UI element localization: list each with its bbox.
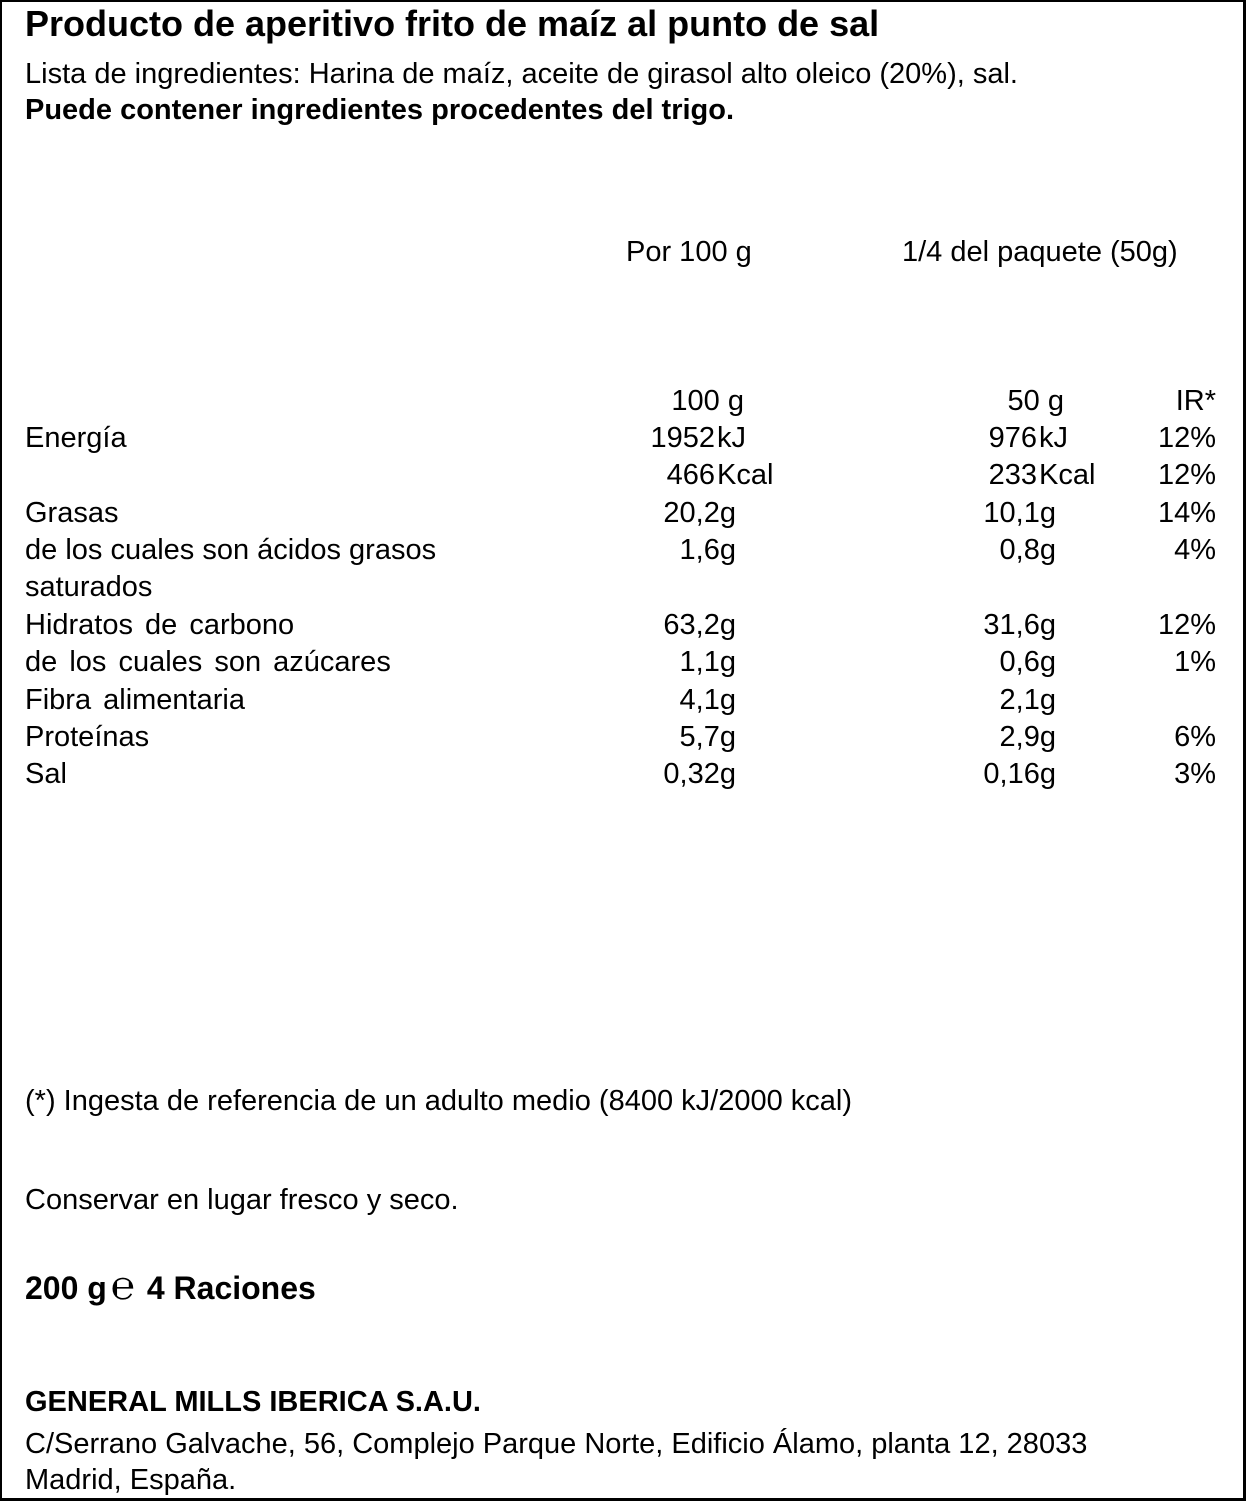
salt-per100: 0,32g — [663, 758, 736, 790]
salt-ir: 3% — [1174, 758, 1216, 790]
ingredients-list: Lista de ingredientes: Harina de maíz, aceite de girasol alto oleico (20%), sal. — [25, 58, 1018, 90]
allergen-warning: Puede contener ingredientes procedentes del trigo. — [25, 94, 735, 126]
row-label-salt: Sal — [25, 758, 67, 790]
saturated-per100: 1,6g — [679, 534, 736, 566]
product-title: Producto de aperitivo frito de maíz al punto de sal — [25, 3, 880, 44]
subheader-per100: 100 g — [671, 385, 744, 417]
sugars-per100: 1,1g — [679, 646, 736, 678]
address-line-1: C/Serrano Galvache, 56, Complejo Parque Norte, Edificio Álamo, planta 12, 28033 — [25, 1428, 1088, 1460]
fat-portion: 10,1g — [983, 497, 1056, 529]
energy-kj-portion-unit: kJ — [1039, 422, 1068, 454]
row-label-sugars: de los cuales son azúcares — [25, 646, 391, 678]
energy-kcal-per100: 466 — [666, 459, 715, 491]
saturated-portion: 0,8g — [999, 534, 1056, 566]
saturated-ir: 4% — [1174, 534, 1216, 566]
storage-instructions: Conservar en lugar fresco y seco. — [25, 1184, 459, 1216]
fat-per100: 20,2g — [663, 497, 736, 529]
salt-portion: 0,16g — [983, 758, 1056, 790]
energy-kj-ir: 12% — [1157, 422, 1216, 454]
row-label-saturated: de los cuales son ácidos grasos — [25, 534, 437, 566]
protein-portion: 2,9g — [999, 721, 1056, 753]
sugars-ir: 1% — [1174, 646, 1216, 678]
fiber-portion: 2,1g — [999, 684, 1056, 716]
company-name: GENERAL MILLS IBERICA S.A.U. — [25, 1386, 481, 1418]
protein-per100: 5,7g — [679, 721, 736, 753]
row-label-energy: Energía — [25, 422, 127, 454]
estimated-sign-icon: ℮ — [110, 1264, 135, 1308]
energy-kcal-ir: 12% — [1157, 459, 1216, 491]
reference-intake-note: (*) Ingesta de referencia de un adulto medio (8400 kJ/2000 kcal) — [25, 1085, 852, 1117]
energy-kcal-portion: 233 — [988, 459, 1037, 491]
net-weight-line — [25, 1264, 316, 1308]
energy-kj-per100: 1952 — [650, 422, 715, 454]
fiber-per100: 4,1g — [679, 684, 736, 716]
col-header-per100: Por 100 g — [626, 236, 752, 268]
energy-kj-per100-unit: kJ — [717, 422, 746, 454]
address-line-2: Madrid, España. — [25, 1464, 237, 1496]
carbs-portion: 31,6g — [983, 609, 1056, 641]
row-label-fiber: Fibra alimentaria — [25, 684, 245, 716]
fat-ir: 14% — [1157, 497, 1216, 529]
row-label-carbs: Hidratos de carbono — [25, 609, 295, 641]
subheader-portion: 50 g — [1007, 385, 1064, 417]
net-weight: 200 g — [25, 1270, 107, 1306]
protein-ir: 6% — [1174, 721, 1216, 753]
carbs-per100: 63,2g — [663, 609, 736, 641]
energy-kcal-portion-unit: Kcal — [1039, 459, 1096, 491]
subheader-ir: IR* — [1175, 385, 1216, 417]
row-label-protein: Proteínas — [25, 721, 150, 753]
row-label-saturated-cont: saturados — [25, 571, 153, 603]
row-label-fat: Grasas — [25, 497, 119, 529]
sugars-portion: 0,6g — [999, 646, 1056, 678]
col-header-portion: 1/4 del paquete (50g) — [902, 236, 1178, 268]
energy-kj-portion: 976 — [988, 422, 1037, 454]
carbs-ir: 12% — [1157, 609, 1216, 641]
energy-kcal-per100-unit: Kcal — [717, 459, 774, 491]
portion-count: 4 Raciones — [146, 1270, 316, 1306]
